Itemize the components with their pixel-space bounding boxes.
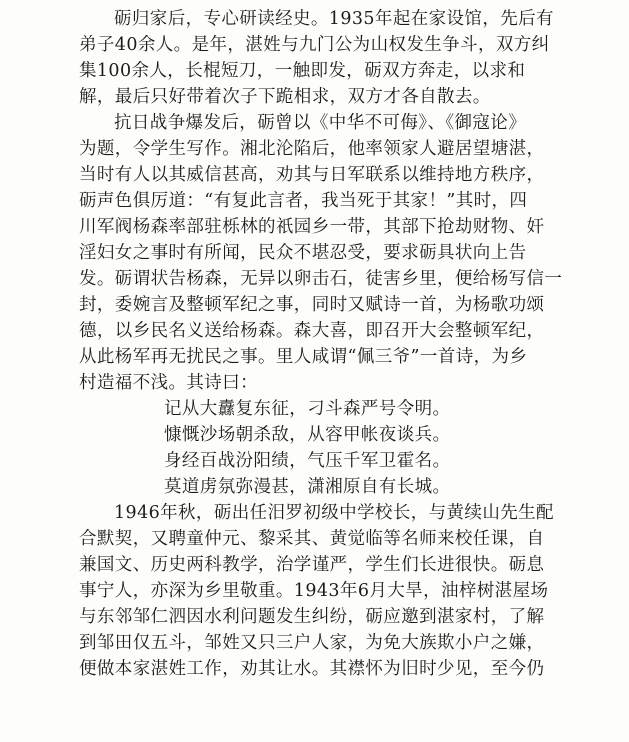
poem-line: 记从大纛复东征，刁斗森严号令明。	[164, 399, 451, 419]
paragraph-line: 便做本家湛姓工作，劝其让水。其襟怀为旧时少见，至今仍	[79, 659, 545, 679]
paragraph-line: 1946年秋，砺出任汨罗初级中学校长，与黄续山先生配	[114, 503, 554, 523]
paragraph-line: 抗日战争爆发后，砺曾以《中华不可侮》、《御寇论》	[114, 113, 527, 133]
paragraph-line: 当时有人以其威信甚高，劝其与日军联系以维持地方秩序，	[79, 165, 545, 185]
poem-line: 身经百战汾阳绩，气压千军卫霍名。	[164, 451, 451, 471]
paragraph-line: 从此杨军再无扰民之事。里人咸谓“佩三爷”一首诗，为乡	[79, 347, 528, 367]
paragraph-line: 到邹田仅五斗，邹姓又只三户人家，为免大族欺小户之嫌，	[79, 633, 545, 653]
paragraph-line: 弟子40余人。是年，湛姓与九门公为山权发生争斗，双方纠	[79, 35, 550, 55]
paragraph-line: 为题，令学生写作。湘北沦陷后，他率领家人避居望塘湛，	[79, 139, 545, 159]
paragraph-line: 德，以乡民名义送给杨森。森大喜，即召开大会整顿军纪，	[79, 321, 545, 341]
poem-line: 莫道虏氛弥漫甚，潇湘原自有长城。	[164, 477, 451, 497]
paragraph-line: 封，委婉言及整顿军纪之事，同时又赋诗一首，为杨歌功颂	[79, 295, 545, 315]
paragraph-line: 合默契，又聘童仲元、黎采其、黄觉临等名师来校任课，自	[79, 529, 545, 549]
paragraph-line: 砺归家后，专心研读经史。1935年起在家设馆，先后有	[114, 9, 554, 29]
paragraph-line: 发。砺谓状告杨森，无异以卵击石，徒害乡里，便给杨写信一	[79, 269, 563, 289]
poem-line: 慷慨沙场朝杀敌，从容甲帐夜谈兵。	[164, 425, 451, 445]
paragraph-line: 事宁人，亦深为乡里敬重。1943年6月大旱，油梓树湛屋场	[79, 581, 549, 601]
paragraph-line: 川军阀杨森率部驻栎林的祇园乡一带，其部下抢劫财物、奸	[79, 217, 545, 237]
paragraph-line: 淫妇女之事时有所闻，民众不堪忍受，要求砺具状向上告	[79, 243, 527, 263]
document-body	[79, 6, 599, 682]
paragraph-line: 集100余人，长棍短刀，一触即发，砺双方奔走，以求和	[79, 61, 526, 81]
paragraph-line: 解，最后只好带着次子下跪相求，双方才各自散去。	[79, 87, 491, 107]
paragraph-line: 兼国文、历史两科教学，治学谨严，学生们长进很快。砺息	[79, 555, 545, 575]
paragraph-line: 与东邻邹仁泗因水利问题发生纠纷，砺应邀到湛家村，了解	[79, 607, 545, 627]
paragraph-line: 砺声色俱厉道：“有复此言者，我当死于其家！”其时，四	[79, 191, 528, 211]
paragraph-line: 村造福不浅。其诗曰：	[79, 373, 258, 393]
